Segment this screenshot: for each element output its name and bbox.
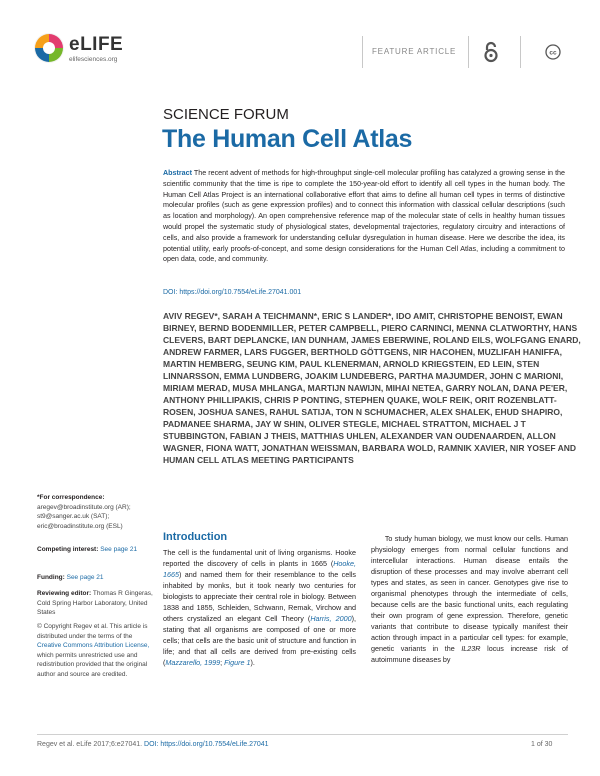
logo-wordmark: eLIFE [69, 34, 124, 55]
funding [37, 573, 155, 583]
funding-label: Funding: [37, 574, 65, 581]
correspondence-label: *For correspondence: [37, 494, 105, 501]
body-text: To study human biology, we must know our cells. Human physiology emerges from normal cellular functions and intercellular interactions. Human disease entails the disruption of these processes and may involve aberrant cell types and states, as seen in cancer. Genotypes give rise to organismal phenotypes through the intermediate of cells, because cells are the basic functional units, each regulating their own program of gene expression. Therefore, genetic variants that contribute to disease typically manifest their action through impact in a particular cell types: for example, genetic variants in the [371, 534, 569, 653]
competing-link[interactable]: See page 21 [100, 546, 138, 553]
abstract [163, 168, 565, 265]
body-text: ) and named them for their resemblance to the cells inhabited by monks, but it took nearly two centuries for biologists to appreciate their central role in biology. Between 1838 and 1855, Schleiden, Schwann, Remak, Virchow and others crystalized an elegant Cell Theory ( [163, 570, 356, 623]
correspondence-note [37, 493, 155, 531]
correspondence-emails[interactable]: aregev@broadinstitute.org (AR); st9@sanger.ac.uk (SAT); eric@broadinstitute.org (ESL) [37, 503, 131, 530]
body-column-1 [163, 547, 356, 668]
header-divider [520, 36, 521, 68]
section-label: SCIENCE FORUM [163, 106, 289, 123]
reviewing-editor [37, 589, 155, 618]
open-access-icon [481, 41, 501, 63]
article-title: The Human Cell Atlas [162, 125, 413, 153]
copyright-text: © Copyright Regev et al. This article is distributed under the terms of the [37, 623, 148, 640]
creative-commons-icon [545, 44, 561, 60]
body-column-2 [371, 533, 568, 665]
svg-text:cc: cc [549, 49, 557, 57]
elife-logo-icon [33, 32, 65, 64]
competing-interest [37, 545, 155, 555]
abstract-text: The recent advent of methods for high-throughput single-cell molecular profiling has catalyzed a growing sense in the scientific community that the time is ripe to complete the 150-year-old effort to identify all cell types in the human body. The Human Cell Atlas Project is an international collaborative effort that aims to define all human cell types in terms of distinctive molecular profiles (such as gene expression profiles) and to connect this information with classical cellular descriptions (such as location and morphology). An open comprehensive reference map of the molecular state of cells in healthy human tissues would propel the systematic study of physiological states, developmental trajectories, regulatory circuitry and interactions of cells, and also provide a framework for understanding cellular dysregulation in human disease. Here we describe the idea, its potential utility, early proofs-of-concept, and some design considerations for the Human Cell Atlas, including a commitment to open data, code, and community. [163, 169, 566, 264]
logo-url: elifesciences.org [69, 56, 118, 63]
body-text: locus increase risk of autoimmune diseases by [371, 644, 568, 664]
introduction-heading: Introduction [163, 531, 228, 543]
citation-link[interactable]: Mazzarello, 1999 [165, 658, 221, 667]
article-type: FEATURE ARTICLE [372, 47, 457, 56]
funding-link[interactable]: See page 21 [66, 574, 104, 581]
abstract-doi-link[interactable]: DOI: https://doi.org/10.7554/eLife.27041.001 [163, 289, 302, 296]
citation-link[interactable]: Harris, 2000 [310, 614, 352, 623]
reviewing-text: Thomas R Gingeras, Cold Spring Harbor Laboratory, United States [37, 590, 153, 616]
abstract-label: Abstract [163, 169, 192, 177]
footer-citation [37, 741, 269, 748]
footer-divider [37, 734, 568, 735]
header-divider [362, 36, 363, 68]
copyright-note [37, 622, 155, 679]
citation-text: Regev et al. eLife 2017;6:e27041. [37, 741, 143, 748]
gene-name: IL23R [461, 644, 481, 653]
competing-label: Competing interest: [37, 546, 99, 553]
author-list: AVIV REGEV*, SARAH A TEICHMANN*, ERIC S LANDER*, IDO AMIT, CHRISTOPHE BENOIST, EWAN BIRNEY, BERND BODENMILLER, PETER CAMPBELL, PIERO CARNINCI, MENNA CLATWORTHY, HANS CLEVERS, BART DEPLANCKE, IAN DUNHAM, JAMES EBERWINE, ROLAND EILS, WOLFGANG ENARD, ANDREW FARMER, LARS FUGGER, BERTHOLD GÖTTGENS, NIR HACOHEN, MUZLIFAH HANIFFA, MARTIN HEMBERG, SEUNG KIM, PAUL KLENERMAN, ARNOLD KRIEGSTEIN, ED LEIN, STEN LINNARSSON, EMMA LUNDBERG, JOAKIM LUNDEBERG, PARTHA MAJUMDER, JOHN C MARIONI, MIRIAM MERAD, MUSA MHLANGA, MARTIJN NAWIJN, MIHAI NETEA, GARRY NOLAN, DANA PE'ER, ANTHONY PHILLIPAKIS, CHRIS P PONTING, STEPHEN QUAKE, WOLF REIK, ORIT ROZENBLATT-ROSEN, JOSHUA SANES, RAHUL SATIJA, TON N SCHUMACHER, ALEX SHALEK, EHUD SHAPIRO, PADMANEE SHARMA, JAY W SHIN, OLIVER STEGLE, MICHAEL STRATTON, MICHAEL J T STUBBINGTON, FABIAN J THEIS, MATTHIAS UHLEN, ALEXANDER VAN OUDENAARDEN, ALLON WAGNER, FIONA WATT, JONATHAN WEISSMAN, BARBARA WOLD, RAMNIK XAVIER, NIR YOSEF AND HUMAN CELL ATLAS MEETING PARTICIPANTS [163, 311, 581, 465]
page-number: 1 of 30 [531, 741, 553, 748]
header-divider [468, 36, 469, 68]
reviewing-label: Reviewing editor: [37, 590, 92, 597]
figure-link[interactable]: Figure 1 [224, 658, 251, 667]
license-link[interactable]: Creative Commons Attribution License, [37, 642, 150, 649]
footer-doi-link[interactable]: DOI: https://doi.org/10.7554/eLife.27041 [144, 741, 269, 748]
body-text: ). [250, 658, 255, 667]
body-text: The cell is the fundamental unit of living organisms. Hooke reported the discovery of cells in plants in 1665 ( [163, 548, 356, 568]
copyright-text-end: which permits unrestricted use and redistribution provided that the original author and source are credited. [37, 651, 148, 678]
citation-link[interactable]: Hooke, 1665 [163, 559, 356, 579]
body-text: ; [220, 658, 225, 667]
elife-logo[interactable] [33, 28, 143, 72]
body-text: ), stating that all organisms are composed of one or more cells; that cells are the basic unit of structure and function in life; and that all cells are derived from pre-existing cells ( [163, 614, 357, 667]
